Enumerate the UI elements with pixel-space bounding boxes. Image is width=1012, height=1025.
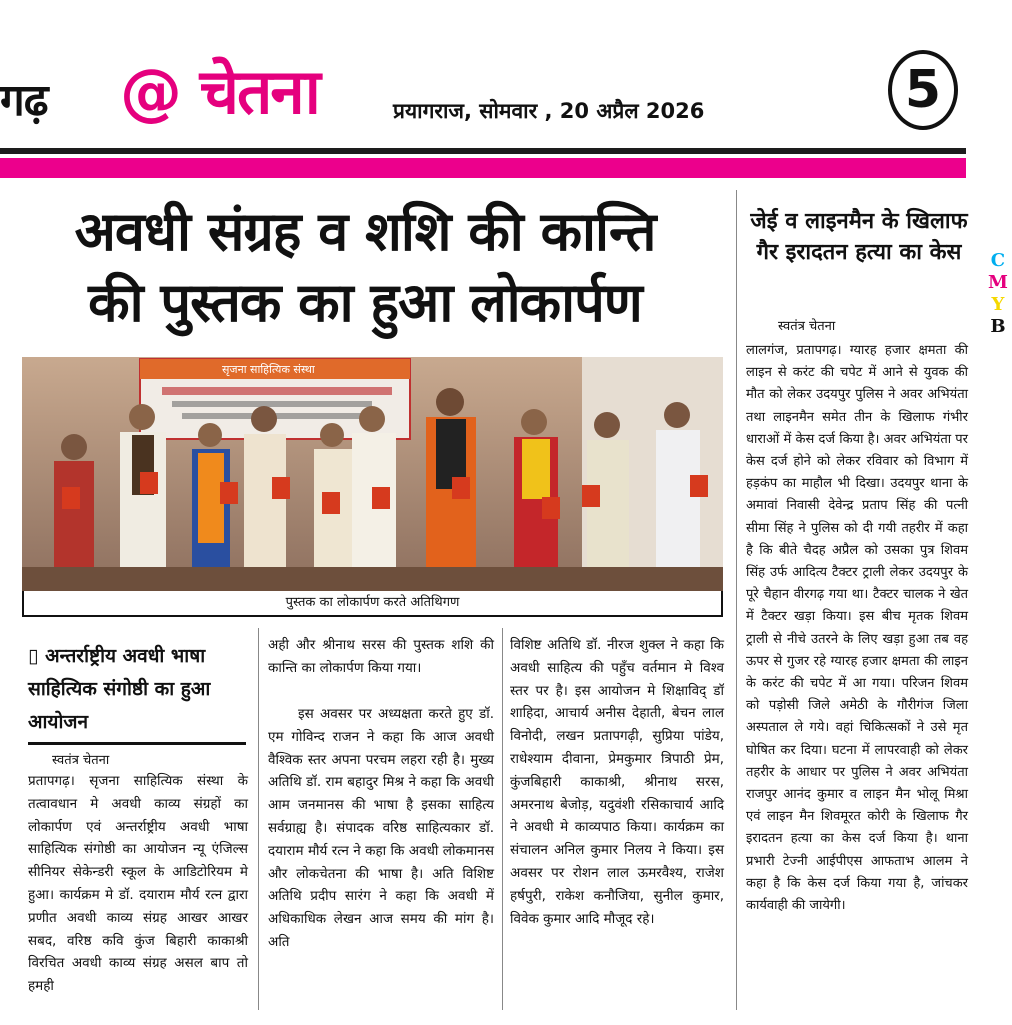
- cmyk-b: B: [990, 316, 1006, 337]
- cmyk-c: C: [990, 250, 1006, 271]
- main-headline-line1: अवधी संग्रह व शशि की कान्ति: [74, 199, 656, 263]
- masthead-rule-dark: [0, 148, 966, 154]
- main-story-col2-para2: इस अवसर पर अध्यक्षता करते हुए डॉ. एम गोविन्द राजन ने कहा कि आज अवधी वैश्विक स्तर अपना परचम लहरा रही है। मुख्य अतिथि डॉ. राम बहादुर मिश्र ने कहा कि अवधी आम जनमानस की भाषा है इसका साहित्य सर्वग्राह्य है। संपादक वरिष्ठ साहित्यकार डॉ. दयाराम मौर्य रत्न ने कहा कि अवधी लोकमानस और लोकचेतना की भाषा है। अति विशिष्ट अतिथि प्रदीप सारंग ने कहा कि अवधी में अधिकाधिक लेखन आज समय की मांग है। अति: [268, 706, 494, 950]
- main-byline: स्वतंत्र चेतना: [52, 753, 110, 768]
- event-photo-illustration: [22, 357, 723, 591]
- main-story-col1: प्रतापगढ़। सृजना साहित्यिक संस्था के तत्वावधान मे अवधी काव्य संग्रहों का लोकार्पण एवं अन्तर्राष्ट्रीय अवधी भाषा साहित्यिक संगोष्ठी का आयोजन न्यू एंजिल्स सीनियर सेकेन्डरी स्कूल के आडिटोरियम मे हुआ। कार्यक्रम मे डॉ. दयाराम मौर्य रत्न द्वारा प्रणीत अवधी काव्य संग्रह आखर आखर सबद, वरिष्ठ कवि कुंज बिहारी काकाश्री विरचित अवधी काव्य संग्रह असल बाप तो हमही: [28, 773, 248, 995]
- column-separator: [736, 190, 737, 1010]
- photo-banner-text: सृजना साहित्यिक संस्था: [222, 363, 315, 376]
- dateline: प्रयागराज, सोमवार , 20 अप्रैल 2026: [393, 99, 705, 123]
- column-separator: [258, 628, 259, 1010]
- main-headline-line2: की पुस्तक का हुआ लोकार्पण: [88, 270, 642, 334]
- masthead-brand-logo: @ चेतना: [120, 55, 319, 128]
- subheading-bullet-icon: ▯: [28, 645, 39, 667]
- subheading-rule: [28, 742, 246, 745]
- main-story-col3: विशिष्ट अतिथि डॉ. नीरज शुक्ल ने कहा कि अवधी साहित्य की पहुँच वर्तमान मे विश्व स्तर पर है। इस आयोजन मे शिक्षाविद् डॉ शाहिदा, आचार्य अनीस देहाती, बेचन लाल विनोदी, लखन प्रतापगढ़ी, सुप्रिया पांडेय, राधेश्याम दीवाना, प्रेमकुमार त्रिपाठी प्रेम, कुंजबिहारी काकाश्री, श्रीनाथ सरस, अमरनाथ बेजोड़, यदुवंशी रसिकाचार्य आदि ने अवधी मे काव्यपाठ किया। कार्यक्रम का संचालन अनिल कुमार निलय ने किया। इस अवसर पर रोशन लाल ऊमरवैश्य, राजेश हर्षपुरी, राकेश कनौजिया, सुनील कुमार, विवेक कुमार आदि मौजूद रहे।: [510, 637, 724, 927]
- main-headline: [0, 196, 730, 338]
- photo-caption: पुस्तक का लोकार्पण करते अतिथिगण: [22, 591, 723, 617]
- subheading-text: अन्तर्राष्ट्रीय अवधी भाषा साहित्यिक संगोष्ठी का हुआ आयोजन: [28, 645, 211, 733]
- masthead-city-fragment: गढ़: [0, 75, 48, 126]
- column-separator: [502, 628, 503, 1010]
- subheading: [28, 640, 248, 739]
- page-number-badge: [888, 50, 958, 130]
- side-story-body: लालगंज, प्रतापगढ़। ग्यारह हजार क्षमता की लाइन से करंट की चपेट में आने से युवक की मौत को लेकर उदयपुर पुलिस ने अवर अभियंता तथा लाइनमैन समेत तीन के खिलाफ गंभीर धाराओं में केस दर्ज किया है। अवर अभियंता पर केस दर्ज होने को लेकर रविवार को विभाग में हड़कंप का माहौल भी दिखा। उदयपुर थाना के अमावां निवासी देवेन्द्र प्रताप सिंह की पत्नी सीमा सिंह ने पुलिस को दी गयी तहरीर में कहा है कि बीते चैदह अप्रैल को उसका पुत्र शिवम सिंह उर्फ आदित्य टैक्टर ट्राली लेकर उदयपुर के पूरे चैहान वीरगढ़ गया था। टैक्टर चालक ने खेत में टैक्टर खड़ा किया। इस बीच मृतक शिवम ट्राली से नीचे उतरने के लिए खड़ा हुआ तब वह ऊपर से गुजर रहे ग्यारह हजार क्षमता की लाइन के करंट की चपेट में आ गया। परिजन शिवम को पड़ोसी जिले अमेठी के गौरीगंज जिला अस्पताल ले गये। वहां चिकित्सकों ने उसे मृत घोषित कर दिया। घटना में लापरवाही को लेकर तहरीर के आधार पर पुलिस ने अवर अभियंता राजपुर आनंद कुमार व लाइन मैन भोलू मिश्रा एवं लाइन मैन शिवमूरत कोरी के खिलाफ गैर इरादतन हत्या का केस दर्ज किया है। थाना प्रभारी टेज्नी आईपीएस आफताभ आलम ने कहा है कि केस दर्ज किया गया है, जांचकर कार्यवाही की जायेगी।: [746, 343, 968, 914]
- side-story-headline: जेई व लाइनमैन के खिलाफ गैर इरादतन हत्या का केस: [750, 209, 968, 265]
- masthead-rule-pink: [0, 158, 966, 178]
- cmyk-marks: [988, 250, 1008, 338]
- page-number: 5: [904, 60, 942, 120]
- main-story-col2-para1: अही और श्रीनाथ सरस की पुस्तक शशि की कान्ति का लोकार्पण किया गया।: [268, 637, 494, 676]
- side-story-byline: स्वतंत्र चेतना: [778, 319, 836, 334]
- event-photo: [22, 357, 723, 591]
- cmyk-m: M: [988, 272, 1008, 293]
- cmyk-y: Y: [991, 294, 1005, 315]
